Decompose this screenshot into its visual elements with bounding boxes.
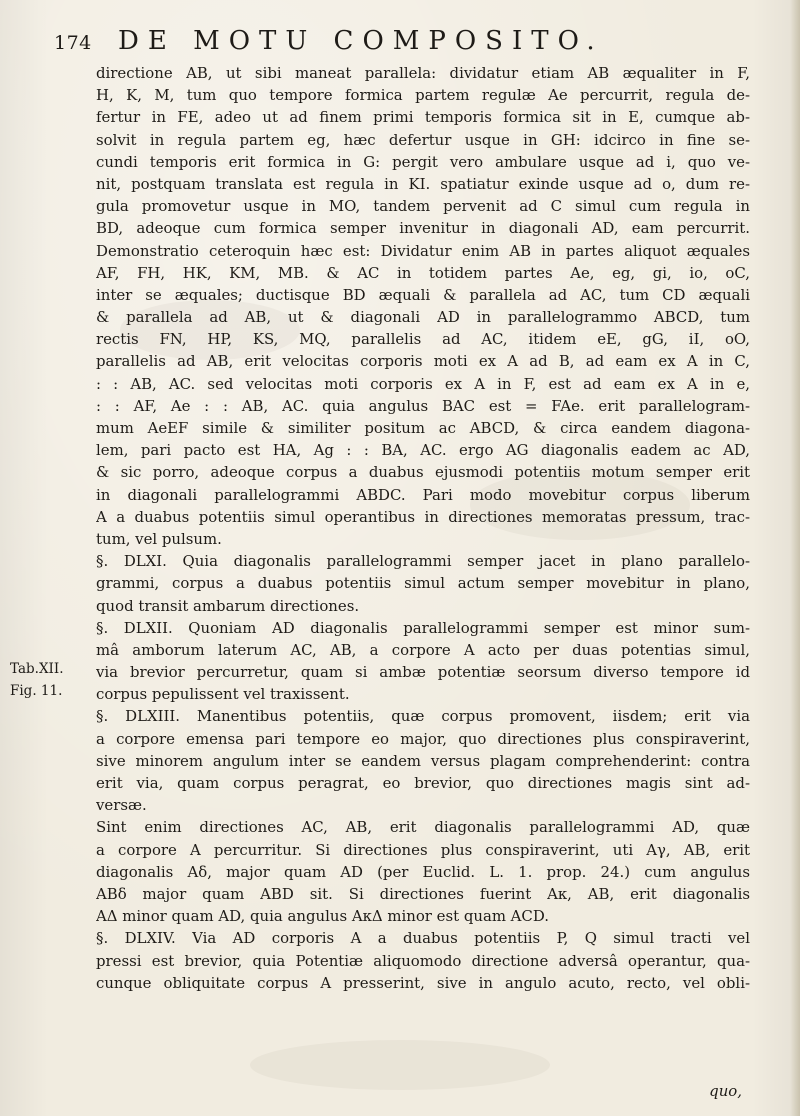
body-text bbox=[96, 62, 750, 994]
text-line: H, K, M, tum quo tempore formica partem regulæ Ae percurrit, regula de- bbox=[96, 86, 750, 105]
text-line: versæ. bbox=[96, 796, 147, 815]
text-line: in diagonali parallelogrammi ABDC. Pari modo movebitur corpus liberum bbox=[96, 485, 750, 504]
text-line: Sint enim directiones AC, AB, erit diagonalis parallelogrammi AD, quæ bbox=[96, 818, 750, 837]
text-line: BD, adeoque cum formica semper invenitur in diagonali AD, eam percurrit. bbox=[96, 219, 750, 238]
text-line: : : AF, Ae : : AB, AC. quia angulus BAC est = FAe. erit parallelogram- bbox=[96, 396, 750, 415]
text-line: A a duabus potentiis simul operantibus in directiones memoratas pressum, trac- bbox=[96, 507, 750, 526]
text-line: §. DLXII. Quoniam AD diagonalis parallelogrammi semper est minor sum- bbox=[96, 618, 750, 637]
page-number: 174 bbox=[54, 32, 92, 54]
text-line: nit, postquam translata est regula in KI. spatiatur exinde usque ad o, dum re- bbox=[96, 174, 750, 193]
text-line: inter se æquales; ductisque BD æquali & parallela ad AC, tum CD æquali bbox=[96, 285, 750, 304]
text-line: tum, vel pulsum. bbox=[96, 529, 222, 548]
text-line: §. DLXI. Quia diagonalis parallelogrammi semper jacet in plano parallelo- bbox=[96, 552, 750, 571]
text-line: diagonalis Aδ, major quam AD (per Euclid. L. 1. prop. 24.) cum angulus bbox=[96, 862, 750, 881]
text-line: sive minorem angulum inter se eandem versus plagam comprehenderint: contra bbox=[96, 751, 750, 770]
text-line: cunque obliquitate corpus A presserint, sive in angulo acuto, recto, vel obli- bbox=[96, 973, 750, 992]
text-line: mum AeEF simile & similiter positum ac ABCD, & circa eandem diagona- bbox=[96, 419, 750, 437]
text-line: rectis FN, HP, KS, MQ, parallelis ad AC, itidem eE, gG, iI, oO, bbox=[96, 330, 750, 349]
text-line: a corpore emensa pari tempore eo major, quo directiones plus conspiraverint, bbox=[96, 729, 750, 748]
text-line: directione AB, ut sibi maneat parallela: dividatur etiam AB æqualiter in F, bbox=[96, 64, 750, 82]
text-line: Demonstratio ceteroquin hæc est: Dividatur enim AB in partes aliquot æquales bbox=[96, 241, 750, 260]
text-line: §. DLXIV. Via AD corporis A a duabus potentiis P, Q simul tracti vel bbox=[96, 929, 750, 948]
catchword: quo, bbox=[709, 1082, 742, 1100]
text-line: erit via, quam corpus peragrat, eo brevior, quo directiones magis sint ad- bbox=[96, 774, 750, 792]
text-line: & sic porro, adeoque corpus a duabus ejusmodi potentiis motum semper erit bbox=[96, 463, 750, 482]
text-line: §. DLXIII. Manentibus potentiis, quæ corpus promovent, iisdem; erit via bbox=[96, 707, 750, 726]
running-title: DE MOTU COMPOSITO. bbox=[118, 26, 604, 56]
text-line: parallelis ad AB, erit velocitas corporis moti ex A ad B, ad eam ex A in C, bbox=[96, 352, 750, 371]
text-line: ABδ major quam ABD sit. Si directiones fuerint Aκ, AB, erit diagonalis bbox=[96, 884, 750, 903]
paper-stain bbox=[250, 1040, 550, 1090]
text-line: AΔ minor quam AD, quia angulus AκΔ minor est quam ACD. bbox=[96, 907, 549, 926]
text-line: fertur in FE, adeo ut ad finem primi temporis formica sit in E, cumque ab- bbox=[96, 108, 750, 127]
text-line: & parallela ad AB, ut & diagonali AD in parallelogrammo ABCD, tum bbox=[96, 308, 750, 327]
text-line: a corpore A percurritur. Si directiones plus conspiraverint, uti Aγ, AB, erit bbox=[96, 840, 750, 859]
text-line: via brevior percurretur, quam si ambæ potentiæ seorsum diverso tempore id bbox=[96, 663, 750, 682]
text-line: quod transit ambarum directiones. bbox=[96, 596, 360, 615]
text-line: gula promovetur usque in MO, tandem pervenit ad C simul cum regula in bbox=[96, 197, 750, 216]
text-line: solvit in regula partem eg, hæc defertur usque in GH: idcirco in fine se- bbox=[96, 130, 750, 149]
text-line: lem, pari pacto est HA, Ag : : BA, AC. ergo AG diagonalis eadem ac AD, bbox=[96, 441, 750, 460]
page-header bbox=[54, 20, 754, 60]
page-edge bbox=[790, 0, 800, 1116]
text-line: mâ amborum laterum AC, AB, a corpore A acto per duas potentias simul, bbox=[96, 640, 750, 659]
text-line: corpus pepulissent vel traxissent. bbox=[96, 685, 350, 704]
margin-note-table: Tab.XII. bbox=[10, 661, 64, 677]
text-line: cundi temporis erit formica in G: pergit vero ambulare usque ad i, quo ve- bbox=[96, 152, 750, 171]
text-line: pressi est brevior, quia Potentiæ aliquomodo directione adversâ operantur, qua- bbox=[96, 951, 750, 970]
margin-note-figure: Fig. 11. bbox=[10, 683, 63, 699]
text-line: AF, FH, HK, KM, MB. & AC in totidem partes Ae, eg, gi, io, oC, bbox=[96, 263, 750, 282]
text-line: grammi, corpus a duabus potentiis simul actum semper movebitur in plano, bbox=[96, 574, 750, 593]
text-line: : : AB, AC. sed velocitas moti corporis ex A in F, est ad eam ex A in e, bbox=[96, 374, 750, 393]
